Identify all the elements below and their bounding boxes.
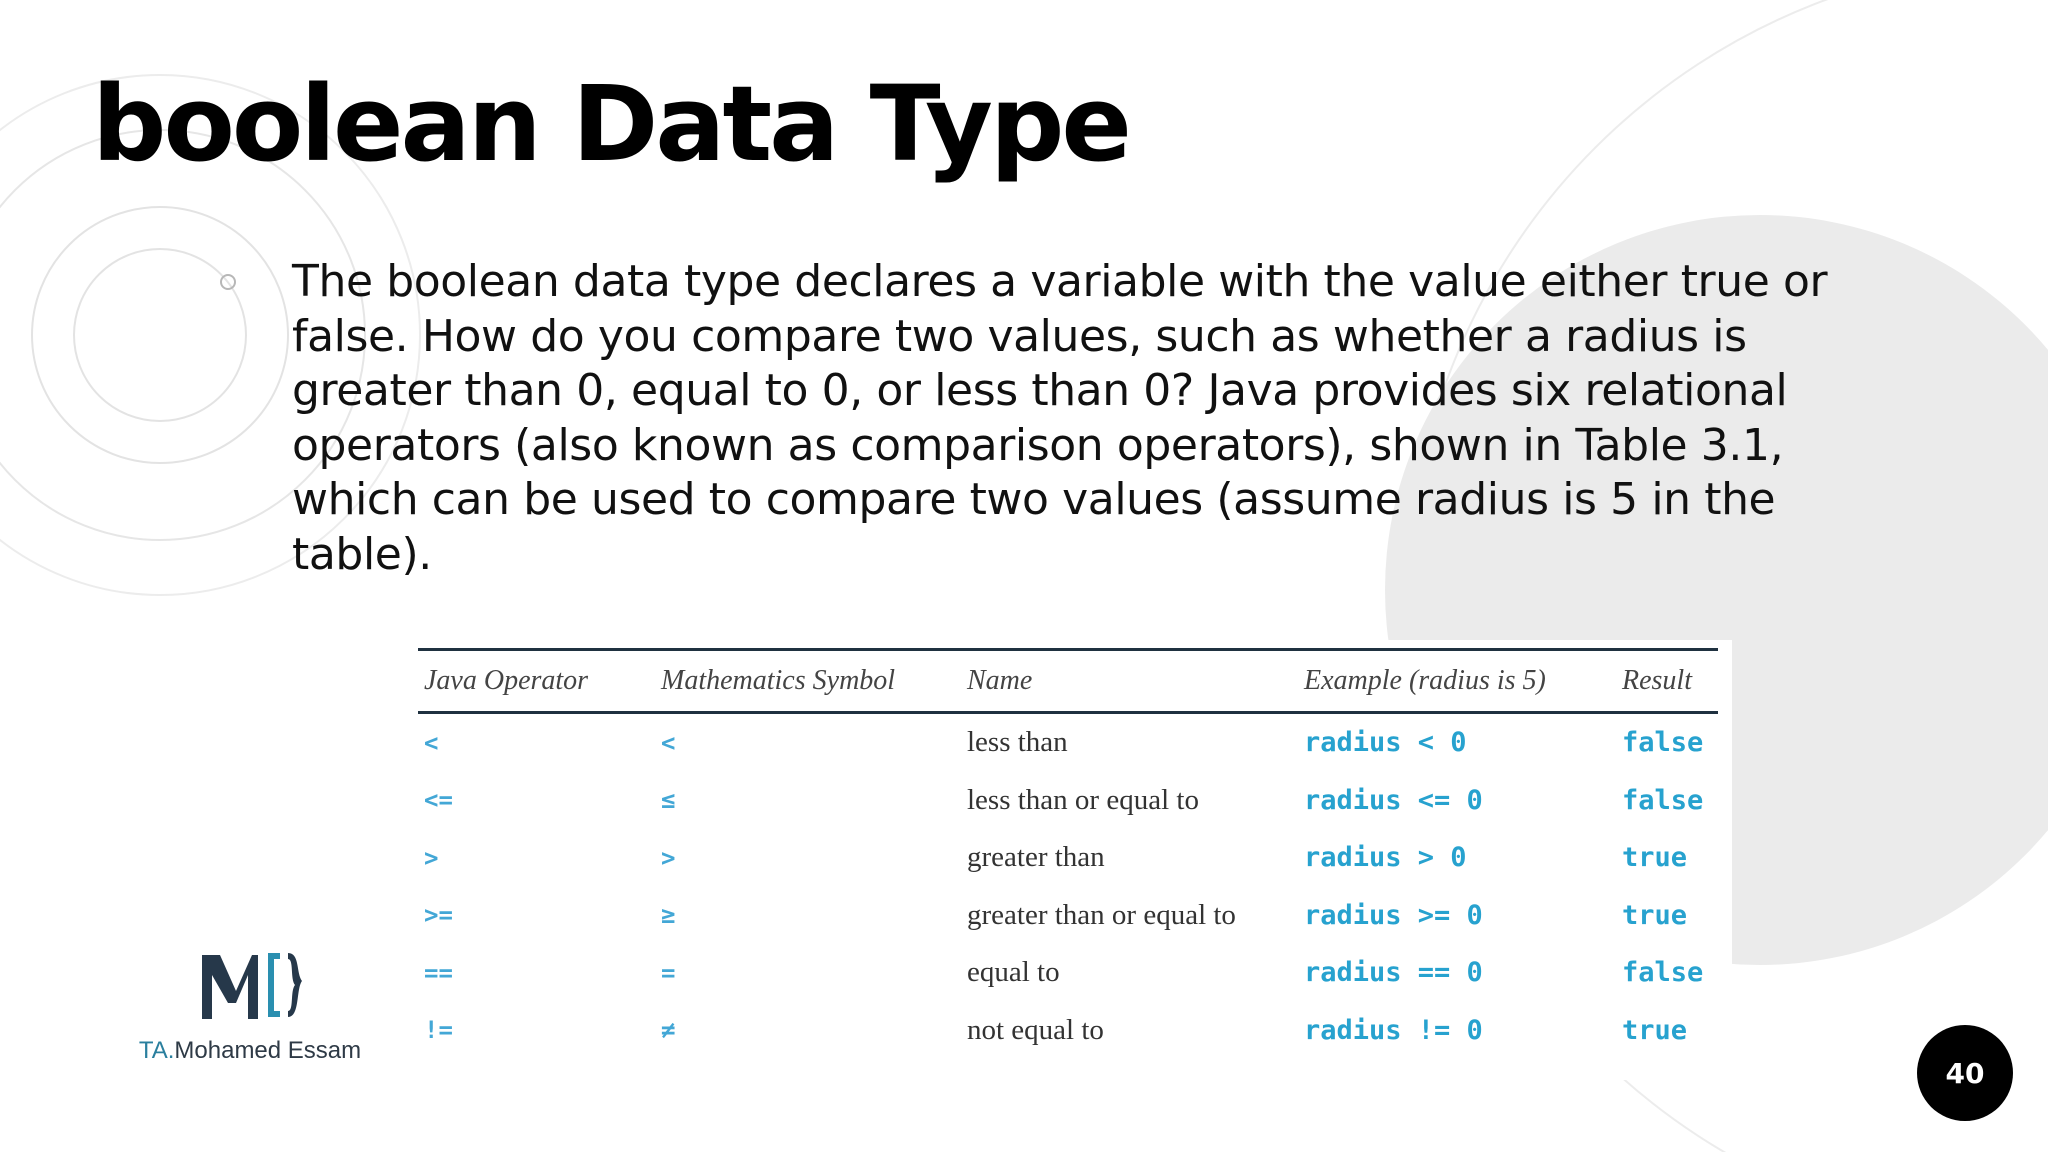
table-row <box>418 944 1718 1002</box>
math-symbol-cell: > <box>661 843 676 872</box>
result-cell: false <box>1622 727 1704 759</box>
table-row <box>418 1002 1718 1060</box>
example-cell: radius != 0 <box>1304 1014 1483 1046</box>
math-symbol-cell: ≤ <box>661 786 676 815</box>
math-symbol-cell: ≠ <box>661 1016 676 1045</box>
header-java-operator: Java Operator <box>418 650 655 713</box>
slide-title: boolean Data Type <box>92 63 1129 185</box>
header-name: Name <box>961 650 1298 713</box>
math-symbol-cell: = <box>661 958 676 987</box>
name-cell: equal to <box>967 956 1060 989</box>
name-cell: greater than <box>967 841 1105 874</box>
operator-cell: > <box>424 843 439 872</box>
header-example: Example (radius is 5) <box>1298 650 1616 713</box>
author-caption: TA.Mohamed Essam <box>138 1037 362 1064</box>
example-cell: radius <= 0 <box>1304 784 1483 816</box>
example-cell: radius < 0 <box>1304 727 1467 759</box>
logo-mark-icon <box>198 945 308 1025</box>
relational-operators-table <box>418 648 1718 1059</box>
name-cell: not equal to <box>967 1013 1104 1046</box>
header-result: Result <box>1616 650 1718 713</box>
name-cell: greater than or equal to <box>967 898 1236 931</box>
page-number-badge: 40 <box>1917 1025 2013 1121</box>
operator-cell: == <box>424 958 453 987</box>
result-cell: true <box>1622 899 1688 931</box>
example-cell: radius == 0 <box>1304 957 1483 989</box>
table-row <box>418 713 1718 772</box>
author-logo <box>130 945 370 1075</box>
operator-cell: != <box>424 1016 453 1045</box>
table-row <box>418 887 1718 945</box>
example-cell: radius > 0 <box>1304 842 1467 874</box>
result-cell: true <box>1622 1014 1688 1046</box>
example-cell: radius >= 0 <box>1304 899 1483 931</box>
math-symbol-cell: < <box>661 728 676 757</box>
name-cell: less than <box>967 726 1068 759</box>
header-math-symbol: Mathematics Symbol <box>655 650 961 713</box>
table-header-row <box>418 650 1718 713</box>
table-row <box>418 829 1718 887</box>
table-row <box>418 772 1718 830</box>
result-cell: true <box>1622 842 1688 874</box>
result-cell: false <box>1622 784 1704 816</box>
name-cell: less than or equal to <box>967 783 1199 816</box>
operators-table-image <box>412 640 1732 1080</box>
slide-body-text: The boolean data type declares a variable with the value either true or false. How do you compare two values, such as whether a radius is greater than 0, equal to 0, or less than 0? Java provides six relational operators (also known as comparison operators), shown in Table 3.1, which can be used to compare two values (assume radius is 5 in the table). <box>292 256 1828 580</box>
operator-cell: >= <box>424 901 453 930</box>
operator-cell: <= <box>424 786 453 815</box>
bullet-circle-icon <box>220 274 236 290</box>
math-symbol-cell: ≥ <box>661 901 676 930</box>
operator-cell: < <box>424 728 439 757</box>
result-cell: false <box>1622 957 1704 989</box>
